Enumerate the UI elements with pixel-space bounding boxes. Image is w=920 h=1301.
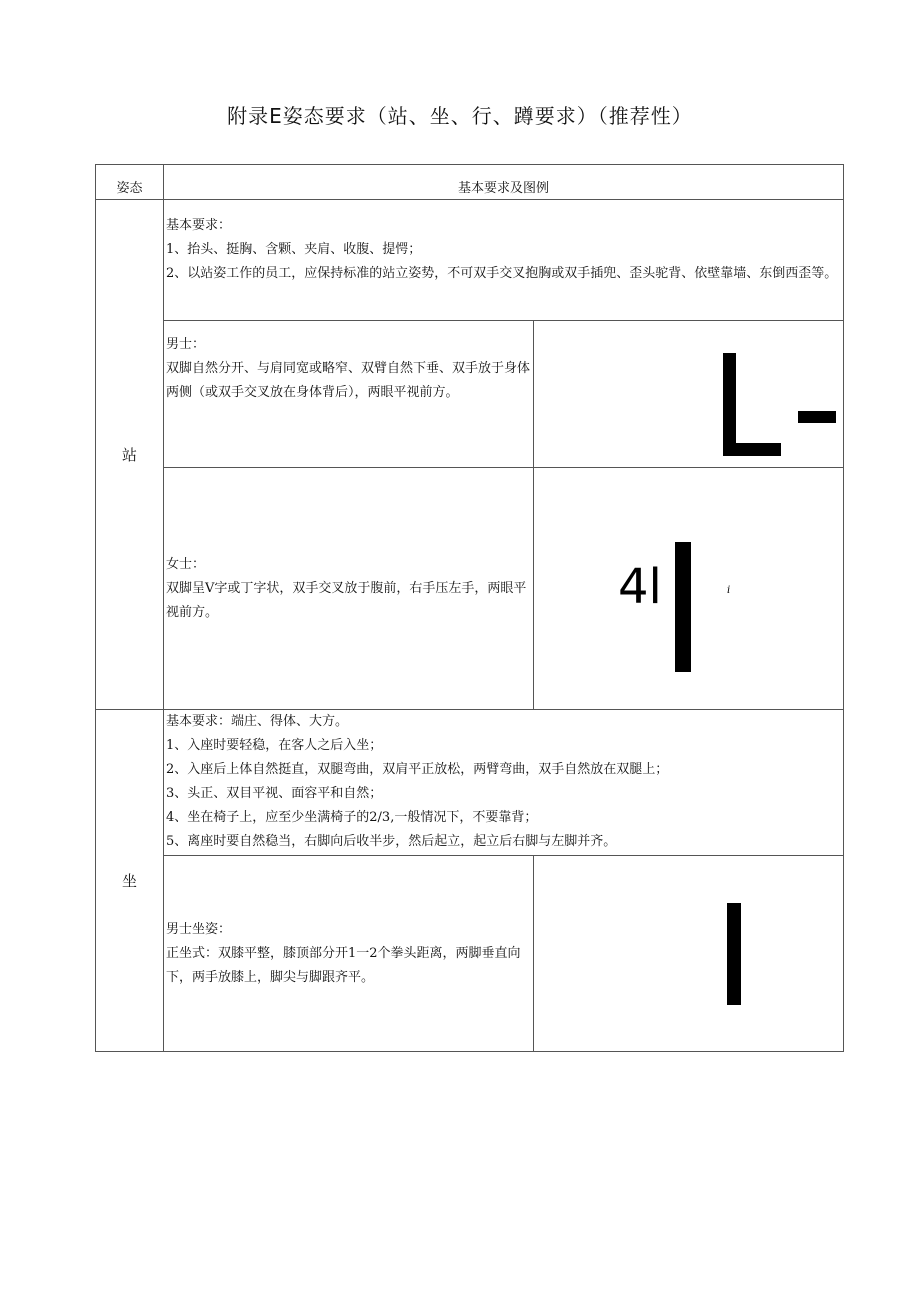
sit-basic-item-1: 1、入座时要轻稳，在客人之后入坐； [166,738,383,753]
stand-basic-requirements [164,200,844,321]
sit-male-requirements [164,856,534,1052]
figure-stroke [723,443,781,456]
posture-label-stand: 站 [96,200,164,710]
stand-male-illustration [534,321,843,467]
figure-mark: i [727,585,731,596]
sit-male-figure [534,856,844,1052]
posture-table [95,164,844,1052]
sit-basic-item-4: 4、坐在椅子上，应至少坐满椅子的2/3,一般情况下，不要靠背； [166,810,538,825]
stand-male-heading: 男士： [166,337,206,352]
stand-female-text: 双脚呈V字或丁字状，双手交叉放于腹前，右手压左手，两眼平视前方。 [166,580,527,620]
figure-stroke [727,903,741,1005]
sit-basic-item-2: 2、入座后上体自然挺直，双腿弯曲，双肩平正放松，两臂弯曲，双手自然放在双腿上； [166,762,669,777]
sit-basic-item-5: 5、离座时要自然稳当，右脚向后收半步，然后起立，起立后右脚与左脚并齐。 [166,834,617,849]
page-title: 附录E姿态要求（站、坐、行、蹲要求）（推荐性） [227,104,693,128]
figure-stroke [675,542,691,672]
figure-glyph: 4l [618,559,662,615]
sit-basic-heading: 基本要求：端庄、得体、大方。 [166,714,349,729]
posture-label-sit: 坐 [96,710,164,1052]
header-posture: 姿态 [96,165,164,200]
stand-basic-item-1: 1、抬头、挺胸、含颗、夹肩、收腹、提愕； [166,242,422,257]
figure-stroke [723,353,736,456]
stand-male-requirements [164,321,534,468]
stand-female-illustration [534,468,843,709]
sit-male-heading: 男士坐姿： [166,921,232,937]
stand-female-figure [534,468,844,710]
stand-basic-item-2: 2、以站姿工作的员工，应保持标准的站立姿势，不可双手交叉抱胸或双手插兜、歪头驼背、依壁靠墙、东倒西歪等。 [166,266,838,281]
stand-male-text: 双脚自然分开、与肩同宽或略窄、双臂自然下垂、双手放于身体两侧（或双手交叉放在身体背后），两眼平视前方。 [166,361,531,400]
figure-stroke [798,411,836,423]
stand-male-figure [534,321,844,468]
sit-male-text: 正坐式：双膝平整，膝顶部分开1一2个拳头距离，两脚垂直向下，两手放膝上，脚尖与脚跟齐平。 [166,945,521,985]
sit-basic-item-3: 3、头正、双目平视、面容平和自然； [166,786,383,801]
stand-basic-heading: 基本要求： [166,218,232,233]
sit-male-illustration [534,856,843,1051]
header-requirements: 基本要求及图例 [164,165,844,200]
sit-basic-requirements [164,710,844,856]
stand-female-requirements [164,468,534,710]
stand-female-heading: 女士： [166,556,206,572]
